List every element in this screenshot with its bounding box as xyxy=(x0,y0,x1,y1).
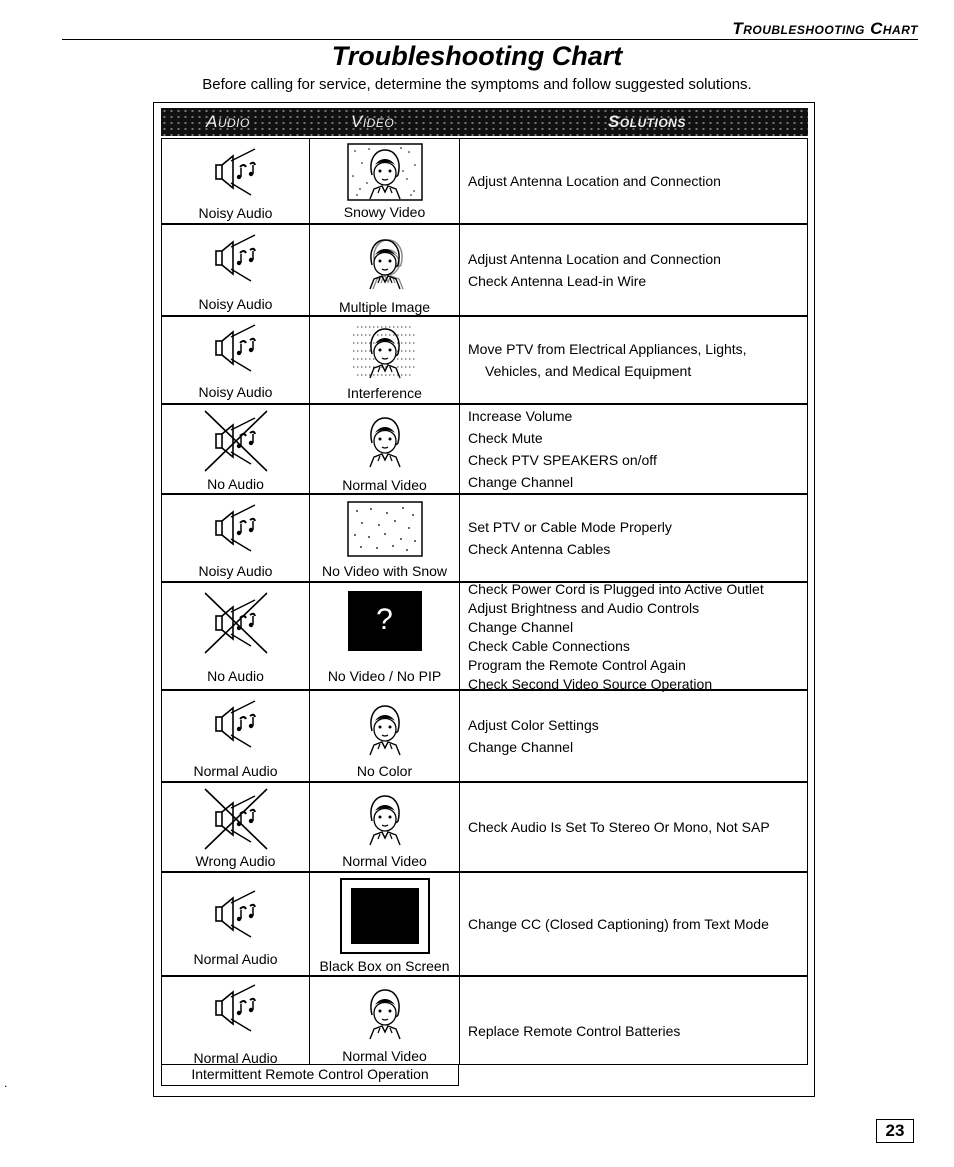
page-number: 23 xyxy=(876,1119,914,1143)
double-face-icon xyxy=(355,233,415,291)
audio-cell xyxy=(162,691,310,781)
table-row xyxy=(161,782,808,872)
audio-label: Normal Audio xyxy=(193,763,278,779)
audio-label: Noisy Audio xyxy=(198,205,273,221)
black-box-icon xyxy=(340,878,430,954)
solution-item: Vehicles, and Medical Equipment xyxy=(485,363,692,379)
solution-cell xyxy=(460,783,807,871)
video-cell xyxy=(310,977,460,1064)
table-row xyxy=(161,404,808,494)
troubleshooting-table xyxy=(153,102,815,1097)
solution-item: Replace Remote Control Batteries xyxy=(468,1023,681,1039)
video-cell xyxy=(310,225,460,315)
footer-note: Intermittent Remote Control Operation xyxy=(161,1065,459,1086)
header-rule xyxy=(62,39,918,40)
face-icon xyxy=(357,983,413,1041)
video-cell xyxy=(310,583,460,689)
solution-cell xyxy=(460,405,807,493)
video-cell xyxy=(310,691,460,781)
header-audio: Audio xyxy=(206,112,250,131)
solution-item: Adjust Color Settings xyxy=(468,717,599,733)
solution-cell xyxy=(460,317,807,403)
audio-label: Normal Audio xyxy=(193,951,278,967)
audio-cell xyxy=(162,495,310,581)
table-row xyxy=(161,872,808,976)
video-label: Normal Video xyxy=(342,1048,427,1064)
solution-cell xyxy=(460,873,807,975)
video-label: No Video with Snow xyxy=(321,563,448,579)
face-icon xyxy=(357,789,413,847)
table-row xyxy=(161,138,808,224)
audio-label: Wrong Audio xyxy=(195,853,276,869)
audio-cell xyxy=(162,977,310,1064)
interference-face-icon xyxy=(343,321,427,381)
audio-cell xyxy=(162,405,310,493)
video-cell xyxy=(310,873,460,975)
page-subtitle: Before calling for service, determine the symptoms and follow suggested solutions. xyxy=(202,76,752,93)
speaker-icon xyxy=(206,147,266,197)
speaker-icon xyxy=(206,889,266,939)
audio-label: No Audio xyxy=(207,476,264,492)
solution-item: Check Antenna Cables xyxy=(468,541,611,557)
video-label: Snowy Video xyxy=(343,204,426,220)
running-head: Troubleshooting Chart xyxy=(732,19,918,38)
face-icon xyxy=(357,411,413,469)
table-row xyxy=(161,224,808,316)
crossed-speaker-icon xyxy=(203,591,269,655)
solution-item: Adjust Brightness and Audio Controls xyxy=(468,599,700,616)
video-label: Interference xyxy=(347,385,422,401)
page-title: Troubleshooting Chart xyxy=(331,41,623,71)
video-cell xyxy=(310,783,460,871)
snow-box-icon xyxy=(347,501,423,557)
solution-item: Check PTV SPEAKERS on/off xyxy=(468,452,657,468)
video-label: Multiple Image xyxy=(338,299,431,315)
face-icon xyxy=(357,699,413,757)
video-label: No Video / No PIP xyxy=(327,668,442,684)
table-row xyxy=(161,582,808,690)
table-row xyxy=(161,316,808,404)
solution-item: Set PTV or Cable Mode Properly xyxy=(468,519,672,535)
header-solutions: Solutions xyxy=(608,112,686,131)
table-row xyxy=(161,494,808,582)
solution-item: Adjust Antenna Location and Connection xyxy=(468,251,721,267)
solution-cell xyxy=(460,495,807,581)
solution-item: Change Channel xyxy=(468,474,574,490)
audio-cell xyxy=(162,139,310,223)
header-video: Video xyxy=(351,112,395,131)
speaker-icon xyxy=(206,699,266,749)
solution-item: Check Second Video Source Operation xyxy=(468,675,713,692)
solution-item: Adjust Antenna Location and Connection xyxy=(468,173,721,189)
solution-item: Change Channel xyxy=(468,739,574,755)
video-label: Normal Video xyxy=(342,477,427,493)
solution-item: Program the Remote Control Again xyxy=(468,656,686,673)
speaker-icon xyxy=(206,503,266,553)
audio-label: Noisy Audio xyxy=(198,296,273,312)
audio-cell xyxy=(162,783,310,871)
video-label: Black Box on Screen xyxy=(319,958,450,974)
solution-item: Move PTV from Electrical Appliances, Lights, xyxy=(468,341,747,357)
speaker-icon xyxy=(206,323,266,373)
audio-label: Noisy Audio xyxy=(198,384,273,400)
speaker-icon xyxy=(206,983,266,1033)
solution-item: Check Mute xyxy=(468,430,543,446)
solution-cell xyxy=(460,977,807,1085)
table-row xyxy=(161,690,808,782)
solution-item: Change CC (Closed Captioning) from Text Mode xyxy=(468,916,769,932)
table-header xyxy=(161,108,808,136)
video-cell xyxy=(310,317,460,403)
audio-cell xyxy=(162,317,310,403)
table-row xyxy=(161,976,808,1065)
video-cell xyxy=(310,139,460,223)
solution-item: Check Cable Connections xyxy=(468,637,630,654)
audio-label: No Audio xyxy=(207,668,264,684)
solution-cell xyxy=(460,691,807,781)
speaker-icon xyxy=(206,233,266,283)
audio-cell xyxy=(162,225,310,315)
video-cell xyxy=(310,495,460,581)
solution-cell xyxy=(460,225,807,315)
audio-cell xyxy=(162,583,310,689)
solution-item: Check Power Cord is Plugged into Active Outlet xyxy=(468,580,764,597)
audio-cell xyxy=(162,873,310,975)
video-label: No Color xyxy=(356,763,413,779)
snowy-face-icon xyxy=(347,143,423,201)
audio-label: Noisy Audio xyxy=(198,563,273,579)
margin-mark: . xyxy=(4,1076,8,1090)
solution-item: Increase Volume xyxy=(468,408,573,424)
video-cell xyxy=(310,405,460,493)
crossed-speaker-icon xyxy=(203,787,269,851)
question-box-icon: ? xyxy=(348,591,422,651)
video-label: Normal Video xyxy=(342,853,427,869)
solution-item: Change Channel xyxy=(468,618,574,635)
solution-cell xyxy=(460,580,807,692)
solution-item: Check Antenna Lead-in Wire xyxy=(468,273,647,289)
crossed-speaker-icon xyxy=(203,409,269,473)
solution-item: Check Audio Is Set To Stereo Or Mono, Not SAP xyxy=(468,819,770,835)
solution-cell xyxy=(460,139,807,223)
audio-label: Normal Audio xyxy=(193,1050,278,1066)
